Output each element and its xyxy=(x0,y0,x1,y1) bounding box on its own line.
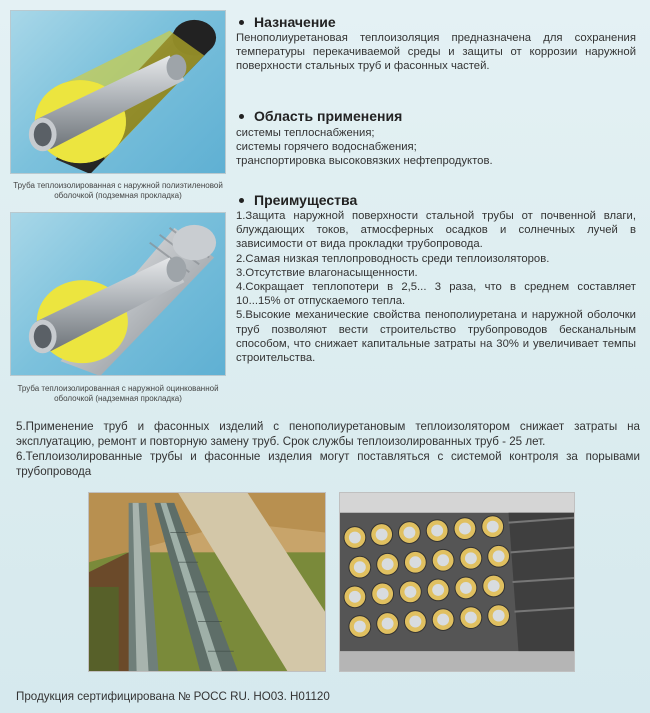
photo-pipes-installed xyxy=(88,492,326,672)
pipe-illustration-galvanized xyxy=(10,212,226,376)
scope-list xyxy=(236,126,636,169)
purpose-heading xyxy=(236,14,636,30)
advantage-item: 5.Высокие механические свойства пенополиуретана и наружной оболочки труб позволяют вести строительство трубопроводов бесканальным способом, что снижает капитальные затраты на 30% и увеличивает темпы строительства. xyxy=(236,309,636,365)
scope-heading-text: Область применения xyxy=(254,108,403,124)
advantage-item: 4.Сокращает теплопотери в 2,5... 3 раза, что в среднем составляет 10...15% от отпускаемого тепла. xyxy=(236,281,636,308)
bullet-icon xyxy=(239,114,244,119)
advantage-item: 1.Защита наружной поверхности стальной трубы от почвенной влаги, блуждающих токов, атмосферных осадков и солнечных лучей в зависимости от вида прокладки трубопровода. xyxy=(236,210,636,251)
pipe1-caption: Труба теплоизолированная с наружной полиэтиленовой оболочкой (подземная прокладка) xyxy=(13,181,223,200)
advantages-heading-text: Преимущества xyxy=(254,192,358,208)
bullet-icon xyxy=(239,20,244,25)
certificate-note: Продукция сертифицирована № РОСС RU. НО03. Н01120 xyxy=(16,690,330,703)
advantage-item: 3.Отсутствие влагонасыщенности. xyxy=(236,266,418,279)
bullet-icon xyxy=(239,198,244,203)
scope-item: системы теплоснабжения; xyxy=(236,127,375,139)
advantages-list xyxy=(236,209,636,365)
advantage-item: 2.Самая низкая теплопроводность среди теплоизоляторов. xyxy=(236,252,550,265)
purpose-heading-text: Назначение xyxy=(254,14,336,30)
full-item-6: 6.Теплоизолированные трубы и фасонные изделия могут поставляться с системой контроля за порывами трубопровода xyxy=(16,450,640,478)
pipe-illustration-polyethylene xyxy=(10,10,226,174)
full-item-5: 5.Применение труб и фасонных изделий с пенополиуретановым теплоизолятором снижает затраты на эксплуатацию, ремонт и повторную замену труб. Срок службы теплоизолированных труб - 25 лет. xyxy=(16,420,640,448)
pipe2-caption: Труба теплоизолированная с наружной оцинкованной оболочкой (надземная прокладка) xyxy=(17,384,219,403)
purpose-text: Пенополиуретановая теплоизоляция предназначена для сохранения температуры перекачиваемой среды и защиты от коррозии наружной поверхности стальных труб и фасонных частей. xyxy=(236,32,636,73)
scope-item: системы горячего водоснабжения; xyxy=(236,141,417,154)
advantages-heading xyxy=(236,192,636,208)
scope-heading xyxy=(236,108,636,124)
scope-item: транспортировка высоковязких нефтепродуктов. xyxy=(236,155,493,168)
photo-pipes-stacked xyxy=(339,492,575,672)
